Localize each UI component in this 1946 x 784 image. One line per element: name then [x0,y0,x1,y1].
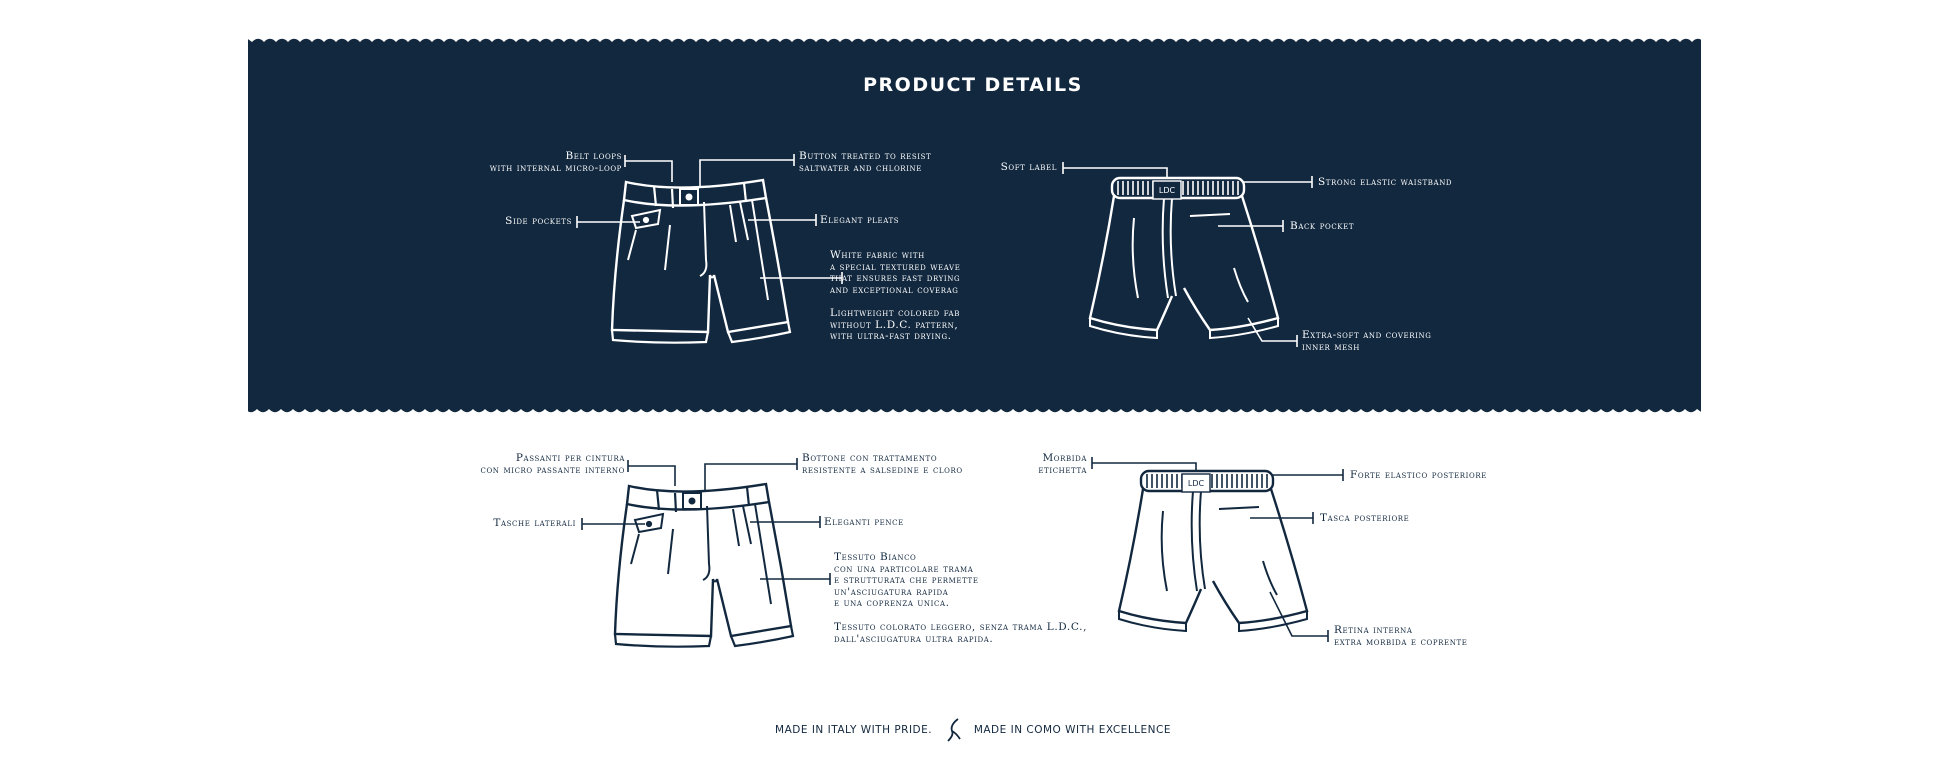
label-colored-fabric-en: Lightweight colored fab without L.D.C. pattern, with ultra-fast drying. [830,308,960,342]
ldc-label-it: LDC [1187,479,1205,488]
brand-mark-icon [942,717,964,743]
label-button-it: Bottone con trattamento resistente a salsedine e cloro [802,452,963,476]
label-back-pocket-it: Tasca posteriore [1320,512,1410,524]
label-belt-loops-it: Passanti per cintura con micro passante interno [480,452,625,476]
label-soft-label-en: Soft label [1000,161,1057,173]
callouts-it [582,457,1343,642]
page-title: PRODUCT DETAILS [863,74,1083,96]
label-belt-loops-en: Belt loops with internal micro-loop [489,150,622,174]
ldc-label-en: LDC [1158,186,1176,195]
footer-left-text: MADE IN ITALY WITH PRIDE. [775,724,933,736]
footer [0,717,1946,743]
label-side-pockets-en: Side pockets [505,215,572,227]
label-waistband-en: Strong elastic waistband [1318,176,1453,188]
front-shorts-drawing-it [615,484,793,647]
label-white-fabric-it: Tessuto Bianco con una particolare trama e strutturata che permette un'asciugatura rapida e una coprenza unica. [834,551,979,609]
label-colored-fabric-it: Tessuto colorato leggero, senza trama L.D.C., dall'asciugatura ultra rapida. [834,621,1088,645]
label-pleats-it: Eleganti pence [824,516,904,528]
back-shorts-drawing-it [1119,471,1307,631]
label-pleats-en: Elegant pleats [820,214,900,226]
back-shorts-drawing-en [1090,178,1278,338]
label-side-pockets-it: Tasche laterali [493,517,576,529]
label-white-fabric-en: White fabric with a special textured weave that ensures fast drying and exceptional coverag [830,250,961,296]
label-mesh-en: Extra-soft and covering inner mesh [1302,329,1432,353]
label-soft-label-it: Morbida etichetta [1038,452,1087,476]
label-waistband-it: Forte elastico posteriore [1350,469,1487,481]
label-back-pocket-en: Back pocket [1290,220,1355,232]
label-mesh-it: Retina interna extra morbida e coprente [1334,624,1468,648]
front-shorts-drawing-en [612,180,790,343]
footer-right-text: MADE IN COMO WITH EXCELLENCE [973,724,1171,736]
label-button-en: Button treated to resist saltwater and chlorine [799,150,932,174]
